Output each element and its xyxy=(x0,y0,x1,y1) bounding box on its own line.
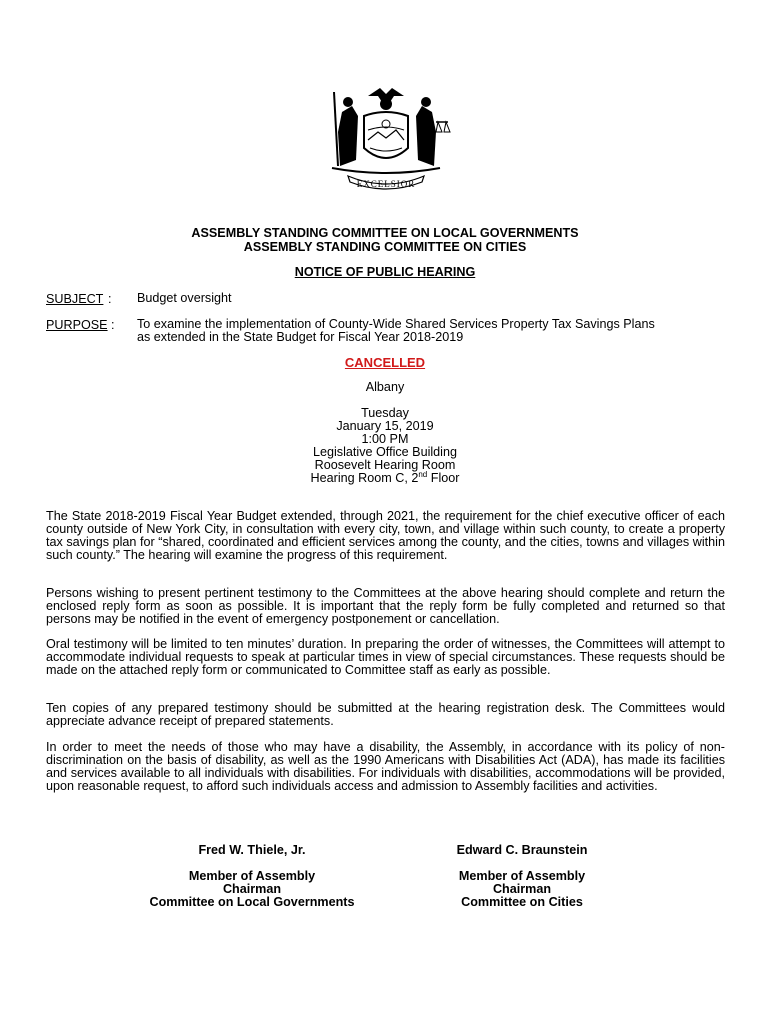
purpose-label: PURPOSE xyxy=(46,318,108,332)
signatory-role: Member of Assembly xyxy=(458,869,586,883)
signatory-committee: Committee on Local Governments xyxy=(149,895,355,909)
status-row xyxy=(0,354,770,372)
signature-right xyxy=(392,844,652,909)
purpose-value xyxy=(137,318,727,344)
hearing-day: Tuesday xyxy=(361,406,409,420)
notice-title: NOTICE OF PUBLIC HEARING xyxy=(294,265,476,279)
new-york-state-seal xyxy=(318,82,454,194)
signatory-title: Chairman xyxy=(222,882,282,896)
paragraph-oral-testimony: Oral testimony will be limited to ten minutes’ duration. In preparing the order of witnesses, the Committees will attempt to accommodate individual requests to speak at particular times in view of special circumstances. These requests should be made on the attached reply form or communicated to Committee staff as early as possible. xyxy=(46,637,725,677)
hearing-room-name: Roosevelt Hearing Room xyxy=(314,458,456,472)
hearing-time: 1:00 PM xyxy=(361,432,409,446)
paragraph-budget: The State 2018-2019 Fiscal Year Budget extended, through 2021, the requirement for the chief executive officer of each county outside of New York City, in consultation with every city, town, and village within such county, to create a property tax savings plan for “shared, coordinated and efficient services among the county, and the cities, towns and villages within such county.” The hearing will examine the progress of this requirement. xyxy=(46,509,725,562)
purpose-line-2: as extended in the State Budget for Fiscal Year 2018-2019 xyxy=(137,330,464,344)
signatory-title: Chairman xyxy=(492,882,552,896)
location-details xyxy=(0,407,770,485)
purpose-colon: : xyxy=(111,318,115,332)
hearing-date: January 15, 2019 xyxy=(336,419,434,433)
hearing-building: Legislative Office Building xyxy=(313,445,457,459)
committee-title-2: ASSEMBLY STANDING COMMITTEE ON CITIES xyxy=(243,240,527,254)
location-city: Albany xyxy=(365,380,405,394)
signature-left xyxy=(122,844,382,909)
paragraph-disability: In order to meet the needs of those who may have a disability, the Assembly, in accordance with its policy of non-discrimination on the basis of disability, as well as the 1990 Americans with Disabilities Act (ADA), has made its facilities and services available to all individuals with disabilities. For individuals with disabilities, accommodations will be provided, upon reasonable request, to afford such individuals access and admission to Assembly facilities and activities. xyxy=(46,740,725,793)
hearing-room: Hearing Room C, 2nd Floor xyxy=(310,469,460,485)
subject-value: Budget oversight xyxy=(137,291,232,305)
committee-title-1: ASSEMBLY STANDING COMMITTEE ON LOCAL GOVERNMENTS xyxy=(191,226,579,240)
paragraph-testimony: Persons wishing to present pertinent testimony to the Committees at the above hearing should complete and return the enclosed reply form as soon as possible. It is important that the reply form be fully completed and returned so that persons may be notified in the event of emergency postponement or cancellation. xyxy=(46,586,725,626)
cancelled-status: CANCELLED xyxy=(344,355,426,370)
signatory-role: Member of Assembly xyxy=(188,869,316,883)
signatory-name: Fred W. Thiele, Jr. xyxy=(198,843,306,857)
paragraph-copies: Ten copies of any prepared testimony should be submitted at the hearing registration desk. The Committees would appreciate advance receipt of prepared statements. xyxy=(46,701,725,728)
purpose-line-1: To examine the implementation of County-Wide Shared Services Property Tax Savings Plans xyxy=(137,317,655,331)
signatory-name: Edward C. Braunstein xyxy=(456,843,588,857)
subject-label: SUBJECT xyxy=(46,292,104,306)
signatory-committee: Committee on Cities xyxy=(461,895,583,909)
subject-colon: : xyxy=(108,292,112,306)
seal-motto: EXCELSIOR xyxy=(356,179,416,189)
